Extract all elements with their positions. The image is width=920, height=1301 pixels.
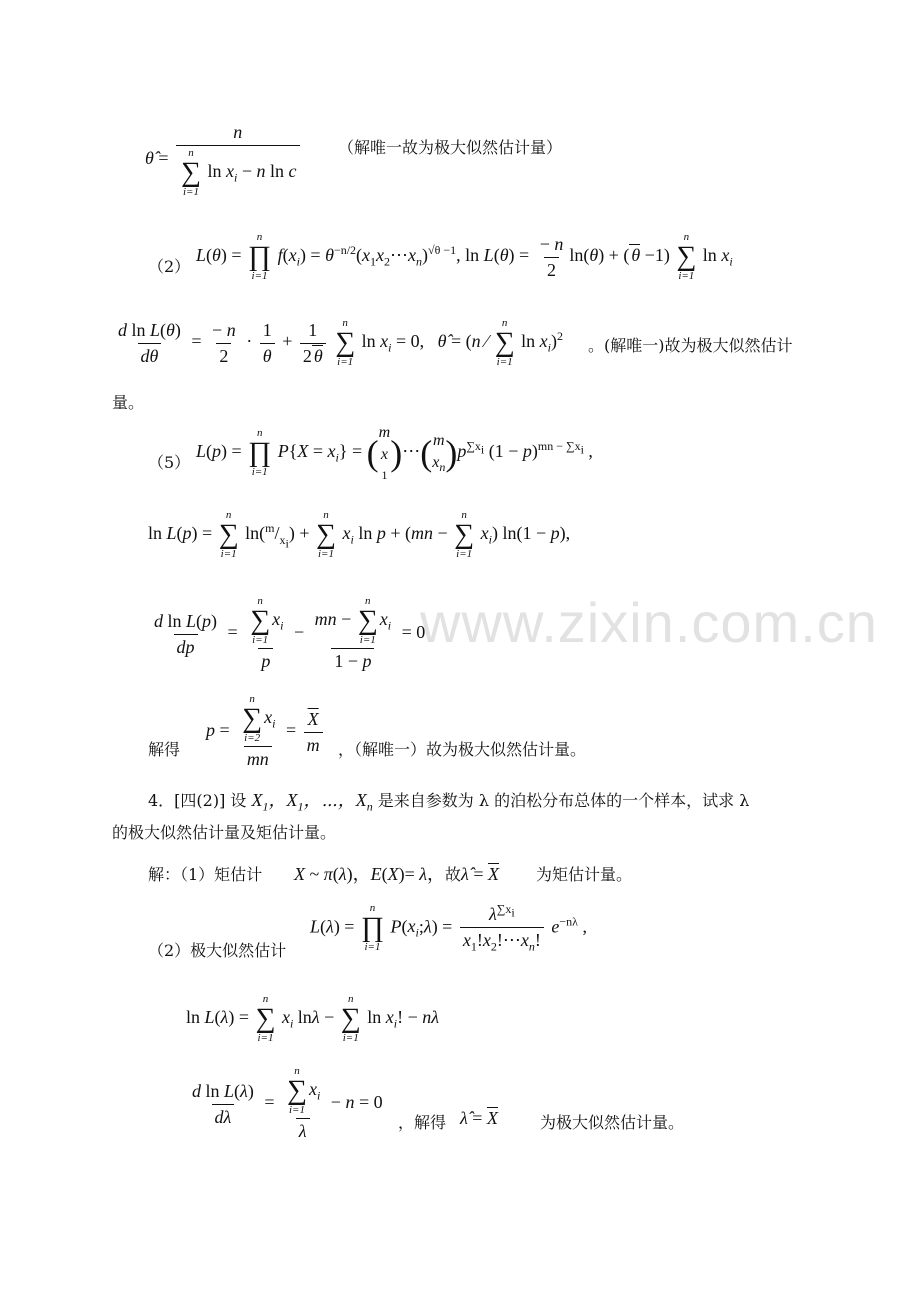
note-unique-solution-1: （解唯一故为极大似然估计量） [338, 138, 563, 157]
note-unique-solution-5: ，（解唯一）故为极大似然估计量。 [338, 740, 587, 759]
item-label-2: （2） [148, 257, 191, 276]
item-label-5: （5） [148, 453, 191, 472]
formula-p-hat: p = n ∑ i=2 $x_i$ mn = $\frac{\overline{X}}{m}$ [206, 694, 326, 770]
formula-derivative-2: $\frac{\text{d ln L(θ)}}{d\theta}$ = $\frac{- n}{2}$ · $\frac{1}{\theta}$ + $\frac{1}{2 \theta}$ n ∑ i=1 $\ln x_i = 0$, θ̂ = (n ⁄ n ∑ i=1 $\ln x_i)^2$ [118, 317, 564, 368]
formula-likelihood-2: L(θ) = n ∏ i=1 $f(x_i)$ = $\theta^{-n/2}(x_1x_2\cdots x_n)^{√\theta -1}$, ln L(θ) = $\frac{- n}{2}$ ln(θ) + ( θ −1) n ∑ i=1 $\ln x_i$ [196, 231, 733, 282]
formula-likelihood-poisson: L(λ) = n ∏ i=1 $P(x_i;\lambda)$ = $\frac{\lambda^{\sum x_i}}{x_1!x_2!\cdots x_n!}$ $e^{-n\lambda}$ , [310, 902, 587, 954]
problem-text-b: 是来自参数为 λ 的泊松分布总体的一个样本，试求 λ [372, 791, 750, 810]
formula-log-likelihood-5: ln L(p) = n ∑ i=1 $\ln(^m/_{x_i})$ + n ∑ i=1 $x_i$ ln p + (mn − n ∑ i=1 $x_i$) ln(1 − p), [148, 509, 571, 560]
problem-sample: $X_1$，$X_1$，⋯，$X_n$ [251, 790, 373, 814]
formula-moment-estimate: X ~ π(λ)，E(X)= λ，故λ̂ = $\overline{X}$ [294, 864, 499, 884]
formula-lambda-hat: λ̂ = $\overline{X}$ [460, 1108, 498, 1128]
problem-text-a: 4．[四(2)] 设 [148, 791, 252, 810]
solution-1-tail: 为矩估计量。 [536, 865, 633, 884]
solution-2-label: （2）极大似然估计 [148, 941, 287, 960]
final-tail: 为极大似然估计量。 [540, 1113, 685, 1132]
formula-derivative-poisson: $\frac{\text{d ln L(λ)}}{d\lambda}$ = n ∑ i=1 $x_i$ λ − n = 0 [192, 1065, 383, 1141]
formula-theta-hat-1: θ̂ = n n ∑ i=1 $\ln x_i - n$ ln c [145, 122, 303, 198]
formula-likelihood-5: L(p) = n ∏ i=1 $P\{X = x_i\}$ = ( m x 1 )⋯( m $x_n$ )$p^{\sum x_i}$ $(1 - p)^{mn - \sum x_i}$ , [196, 424, 593, 482]
solution-1-prefix: 解：（1）矩估计 [148, 865, 263, 884]
solve-prefix: 解得 [148, 740, 181, 759]
note-unique-solution-2: 。(解唯一)故为极大似然估计 [588, 336, 793, 355]
problem-text-c: 的极大似然估计量及矩估计量。 [112, 823, 337, 842]
formula-log-likelihood-poisson: ln L(λ) = n ∑ i=1 $x_i$ lnλ − n ∑ i=1 $\ln x_i$! − nλ [186, 993, 440, 1044]
formula-derivative-5: $\frac{\text{d ln L(p)}}{dp}$ = n ∑ i=1 $x_i$ p − mn − n ∑ i=1 $x_i$ 1 − p = 0 [154, 595, 426, 671]
note-continuation: 量。 [112, 393, 145, 412]
problem-4 [148, 786, 749, 815]
final-solve: ，解得 [398, 1113, 447, 1132]
watermark: www.zixin.com.cn [420, 591, 878, 654]
